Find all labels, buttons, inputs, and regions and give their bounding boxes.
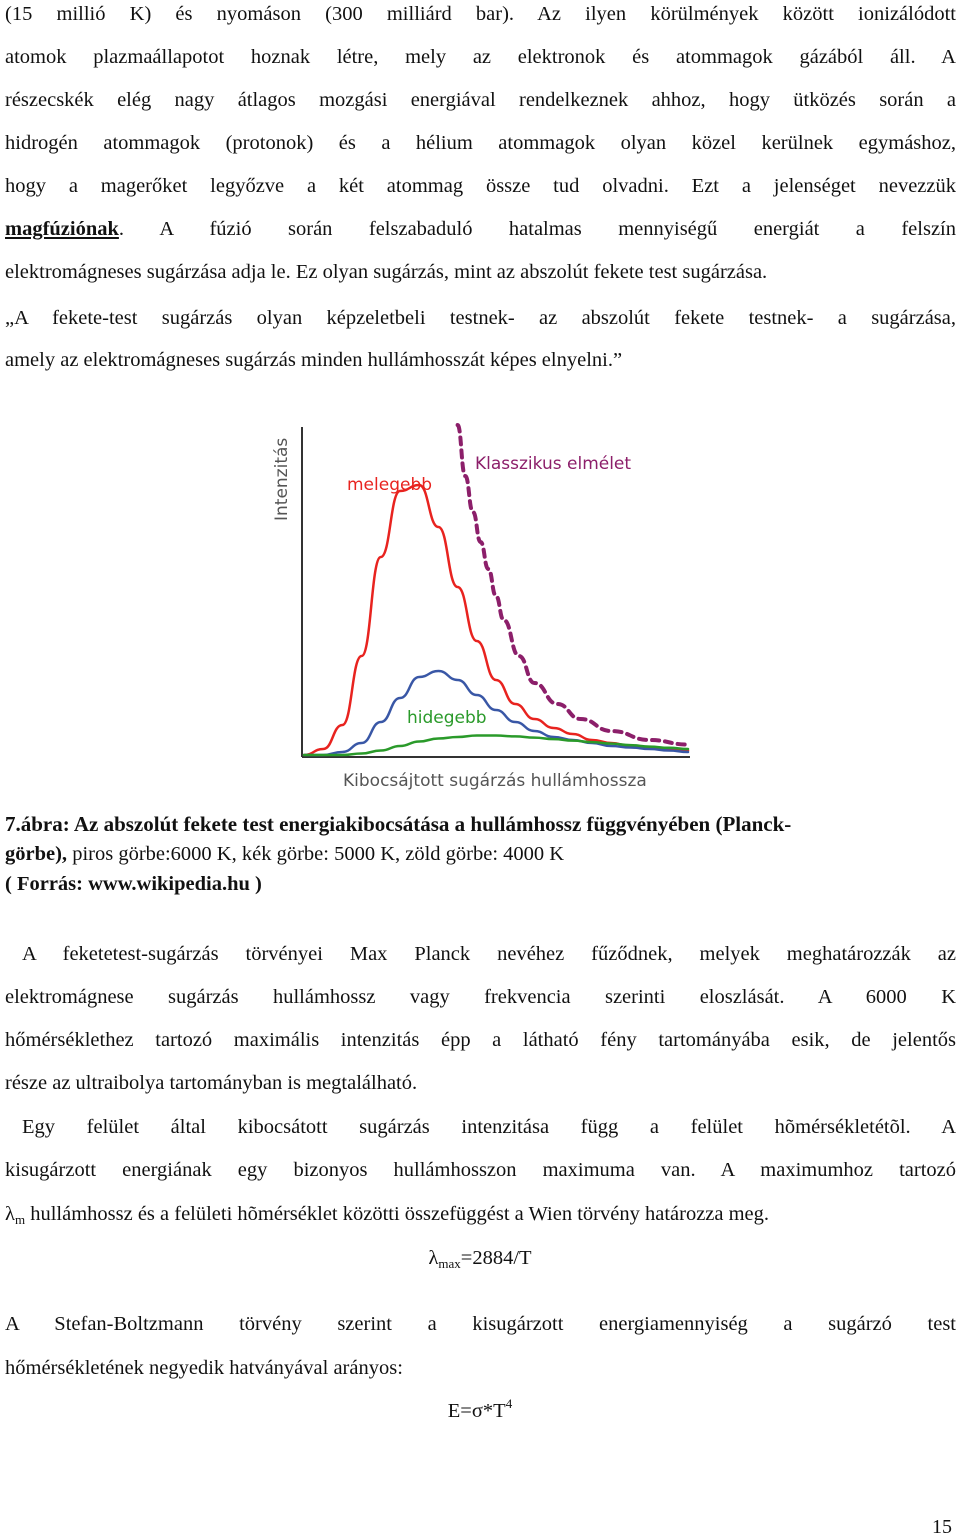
lambda-subscript: m — [14, 1212, 26, 1227]
figure-caption-line-2 — [5, 842, 956, 866]
label-classic-theory: Klasszikus elmélet — [475, 454, 632, 474]
caption-curve-colors: piros görbe:6000 K, kék görbe: 5000 K, zöld görbe: 4000 K — [67, 843, 565, 865]
curve-warmer-red — [304, 485, 688, 755]
page-number: 15 — [932, 1516, 952, 1538]
intro-line-6 — [5, 217, 956, 241]
y-axis-label: Intenzitás — [272, 437, 292, 521]
curve-middle-blue — [304, 671, 688, 755]
sb-main: E=σ*T — [447, 1400, 506, 1422]
label-colder: hidegebb — [407, 708, 487, 728]
caption-curve-name: görbe), — [5, 843, 68, 865]
planck-figure — [255, 415, 705, 795]
lambda-symbol: λ — [5, 1203, 15, 1225]
planck-para-line-4: része az ultraibolya tartományban is megtalálható. — [5, 1072, 418, 1094]
term-magfuzio: magfúziónak — [5, 218, 119, 240]
intro-line-6-rest: . A fúzió során felszabaduló hatalmas mennyiségű energiát a felszín — [118, 218, 956, 240]
wien-formula — [0, 1246, 960, 1270]
wien-lambda: λ — [428, 1247, 439, 1269]
wien-para-line-3 — [5, 1202, 956, 1226]
curve-colder-green — [304, 736, 688, 756]
intro-line-1: (15 millió K) és nyomáson (300 milliárd bar). Az ilyen körülmények között ionizálódott — [5, 3, 956, 25]
sb-exponent: 4 — [505, 1396, 513, 1411]
stefan-para-line-1: A Stefan-Boltzmann törvény szerint a kisugárzott energiamennyiség a sugárzó test — [5, 1313, 956, 1335]
intro-line-4: hidrogén atommagok (protonok) és a hélium atommagok olyan közel kerülnek egymáshoz, — [5, 132, 956, 154]
label-warmer: melegebb — [347, 475, 433, 495]
figure-caption-line-1: 7.ábra: Az abszolút fekete test energiakibocsátása a hullámhossz függvényében (Planck- — [5, 812, 792, 836]
wien-subscript: max — [438, 1256, 461, 1271]
wien-para-line-1: Egy felület által kibocsátott sugárzás intenzitása függ a felület hõmérsékletétõl. A — [22, 1116, 956, 1138]
quote-line-2: amely az elektromágneses sugárzás minden hullámhosszát képes elnyelni.” — [5, 349, 623, 371]
wien-para-line-2: kisugárzott energiának egy bizonyos hullámhosszon maximuma van. A maximumhoz tartozó — [5, 1159, 956, 1181]
intro-line-5: hogy a magerőket legyőzve a két atommag össze tud olvadni. Ezt a jelenséget nevezzük — [5, 175, 956, 197]
planck-chart — [255, 415, 705, 795]
intro-line-2: atomok plazmaállapotot hoznak létre, mely az elektronok és atommagok gázából áll. A — [5, 46, 956, 68]
figure-source: ( Forrás: www.wikipedia.hu ) — [5, 873, 262, 895]
planck-para-line-3: hőmérséklethez tartozó maximális intenzitás épp a látható fény tartományába esik, de jelentős — [5, 1029, 956, 1051]
x-axis-label: Kibocsájtott sugárzás hullámhossza — [343, 771, 647, 791]
planck-para-line-2: elektromágnese sugárzás hullámhossz vagy frekvencia szerinti eloszlását. A 6000 K — [5, 986, 956, 1008]
planck-para-line-1: A feketetest-sugárzás törvényei Max Planck nevéhez fűződnek, melyek meghatározzák az — [22, 943, 956, 965]
stefan-boltzmann-formula — [0, 1396, 960, 1423]
quote-line-1: „A fekete-test sugárzás olyan képzeletbeli testnek- az abszolút fekete testnek- a sugárzása, — [5, 307, 956, 329]
intro-line-7: elektromágneses sugárzása adja le. Ez olyan sugárzás, mint az abszolút fekete test sugárzása. — [5, 261, 768, 283]
intro-line-3: részecskék elég nagy átlagos mozgási energiával rendelkeznek ahhoz, hogy ütközés során a — [5, 89, 956, 111]
stefan-para-line-2: hőmérsékletének negyedik hatványával arányos: — [5, 1357, 403, 1379]
wien-para-line-3-rest: hullámhossz és a felületi hõmérséklet közötti összefüggést a Wien törvény határozza meg. — [25, 1203, 770, 1225]
wien-rest: =2884/T — [460, 1247, 532, 1269]
